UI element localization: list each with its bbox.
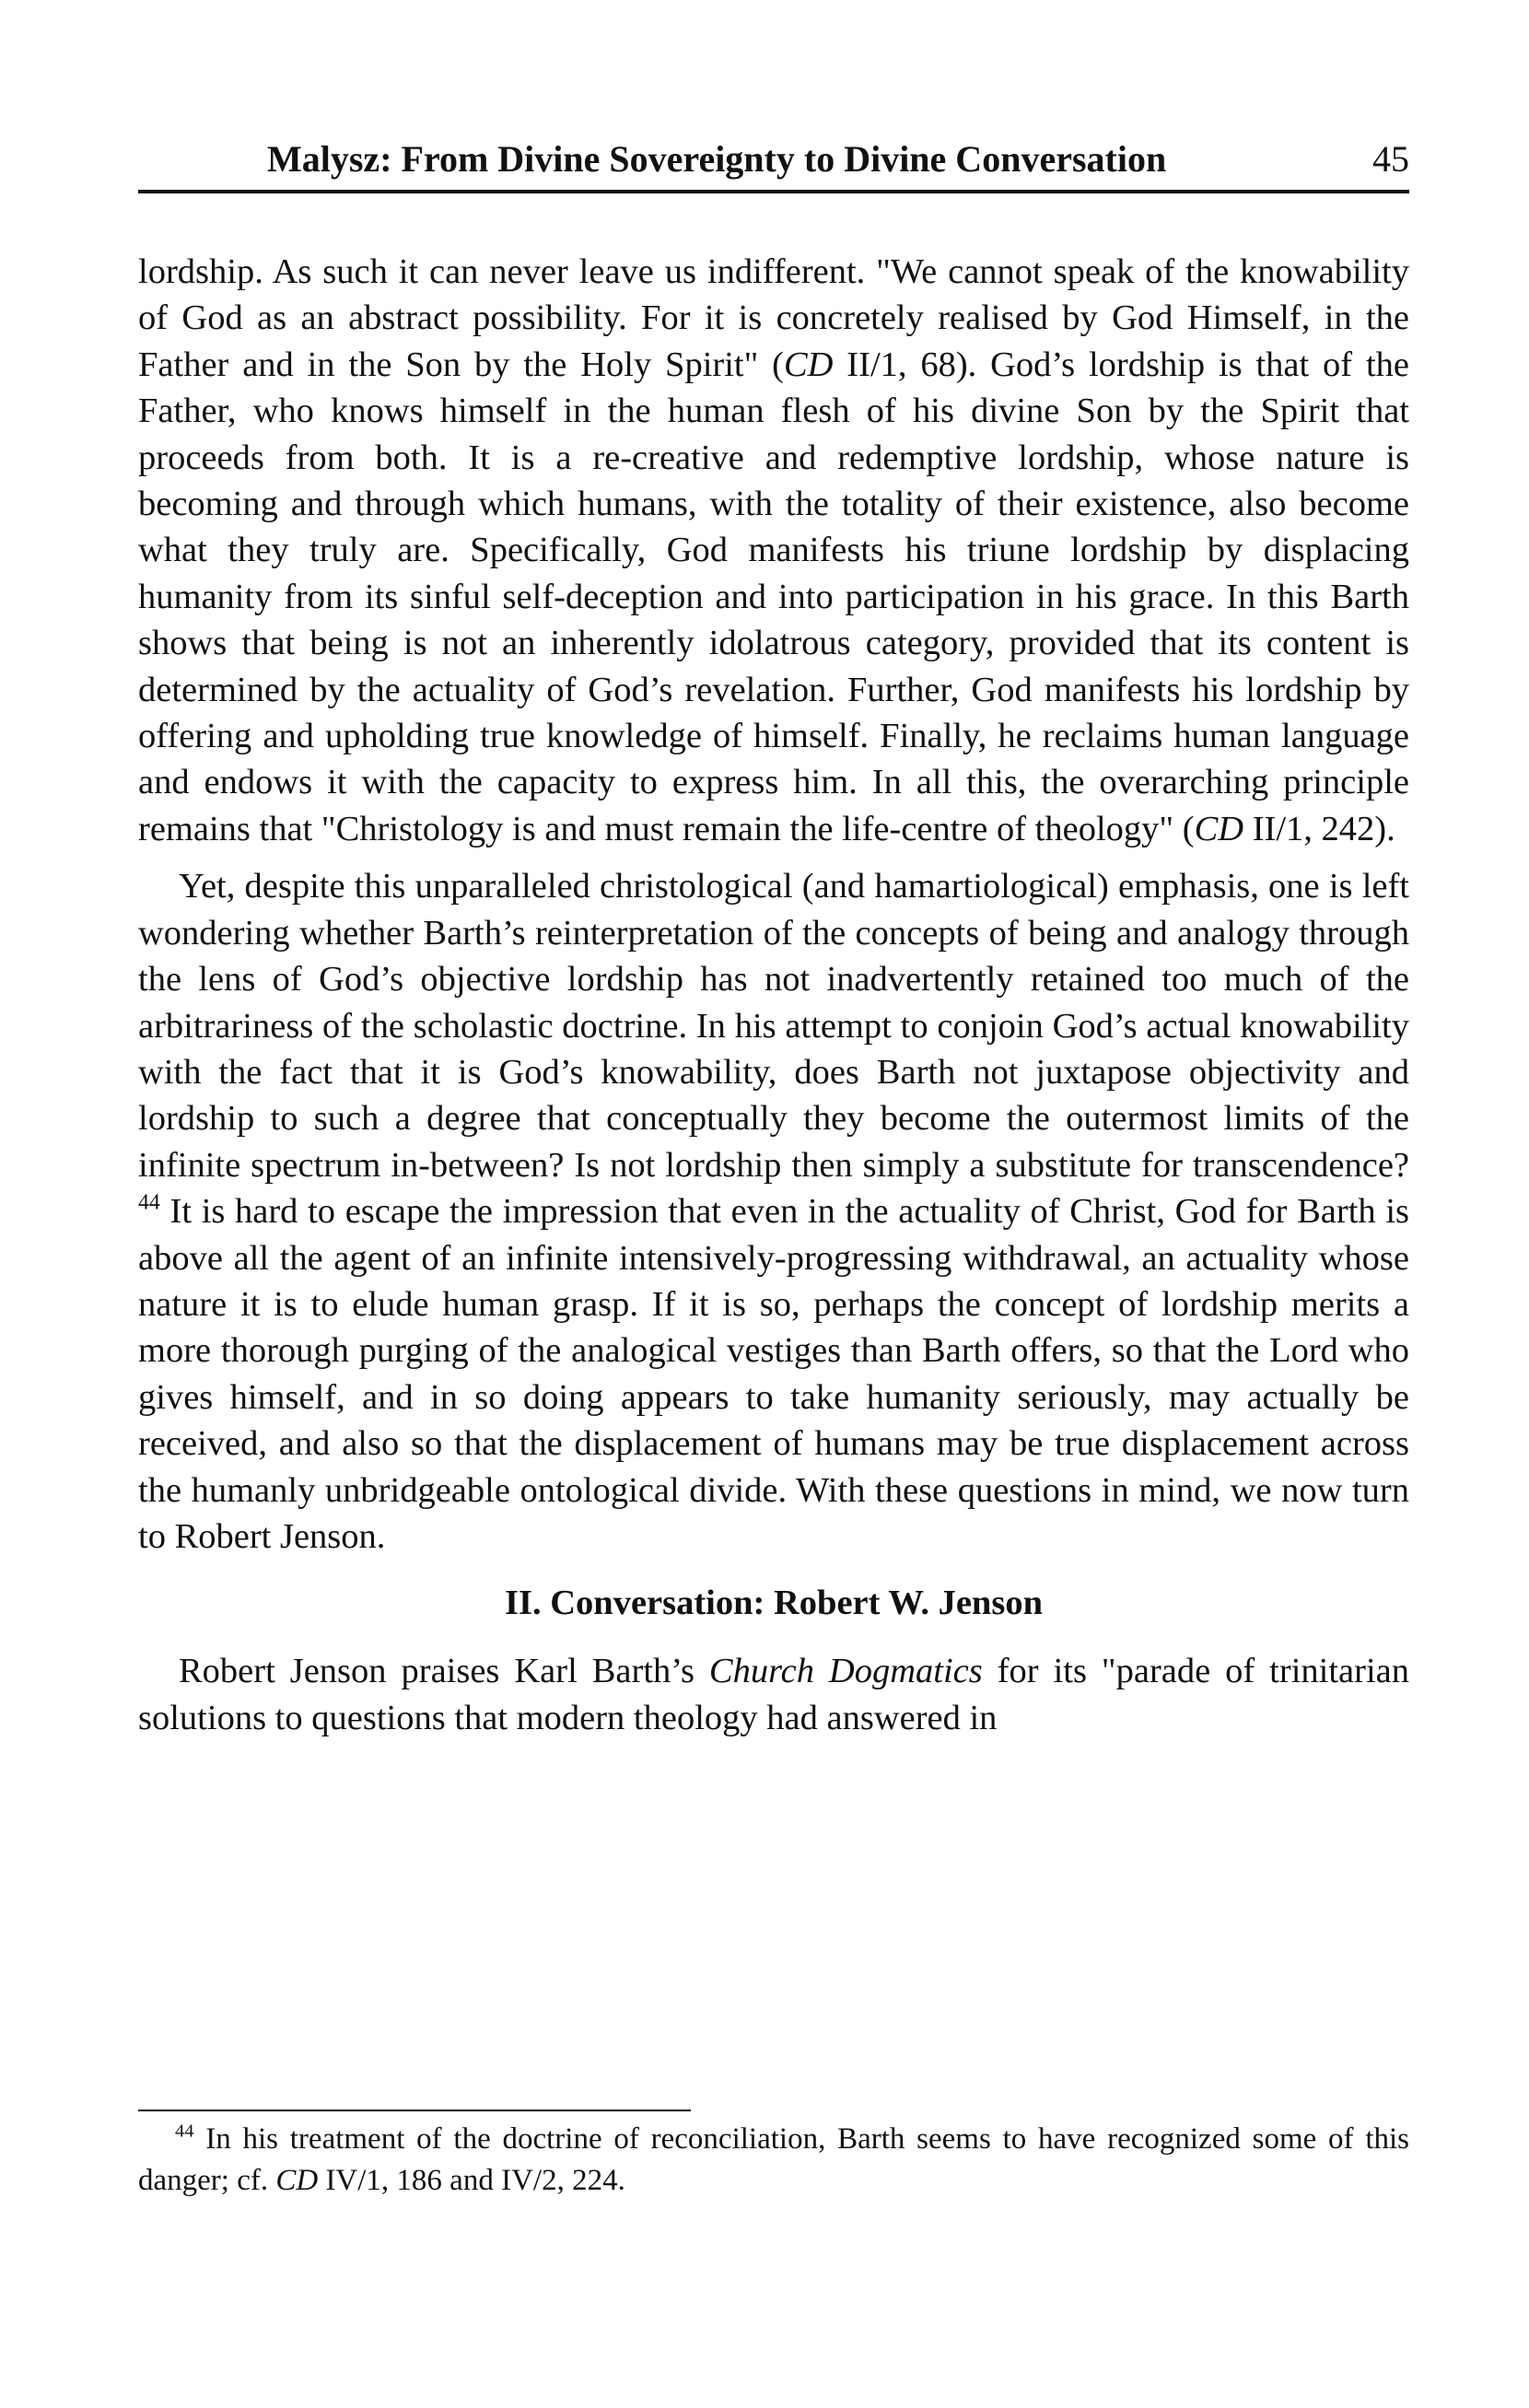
text-run: It is hard to escape the impression that even in the actuality of Christ, God for Barth is above all the agent of an infinite intensively-progressing withdrawal, an actuality whose nature it is to elude human grasp. If it is so, perhaps the concept of lordship merits a more thorough purging of the analogical vestiges than Barth offers, so that the Lord who gives himself, and in so doing appears to take humanity seriously, may actually be received, and also so that the displacement of humans may be true displacement across the humanly unbridgeable ontological divide. With these questions in mind, we now turn to Robert Jenson. <box>138 1192 1409 1556</box>
text-run: II/1, 242). <box>1243 809 1395 848</box>
footnote-reference: 44 <box>138 1190 160 1215</box>
footnote-number: 44 <box>175 2121 194 2142</box>
text-run: for its "parade of trinitarian solutions to questions that modern theology had answered in <box>138 1652 1409 1737</box>
page-number: 45 <box>1372 138 1409 180</box>
footnotes <box>138 2119 1409 2202</box>
text-run: Robert Jenson praises Karl Barth’s <box>179 1652 709 1691</box>
paragraph-3 <box>138 1648 1409 1741</box>
paragraph-2 <box>138 863 1409 1560</box>
footnote-rule <box>138 2110 691 2111</box>
text-run: In his treatment of the doctrine of reconciliation, Barth seems to have recognized some of this danger; cf. <box>138 2122 1409 2197</box>
section-heading: II. Conversation: Robert W. Jenson <box>505 1584 1043 1623</box>
running-header <box>138 136 1409 192</box>
header-rule <box>138 190 1409 193</box>
running-title: Malysz: From Divine Sovereignty to Divine Conversation <box>267 138 1167 180</box>
body-text <box>138 249 1409 1741</box>
italic-citation: CD <box>1194 809 1244 848</box>
text-run: IV/1, 186 and IV/2, 224. <box>318 2164 625 2197</box>
paragraph-1 <box>138 249 1409 852</box>
footnote-44 <box>138 2119 1409 2202</box>
italic-citation: CD <box>275 2164 319 2197</box>
text-run: lordship. As such it can never leave us indifferent. "We cannot speak of the knowability of God as an abstract possibility. For it is concretely realised by God Himself, in the Father and in the Son by the Holy Spirit" ( <box>138 252 1409 384</box>
italic-citation: CD <box>783 345 834 384</box>
text-run: Yet, despite this unparalleled christological (and hamartiological) emphasis, one is left wondering whether Barth’s reinterpretation of the concepts of being and analogy through the lens of God’s objective lordship has not inadvertently retained too much of the arbitrariness of the scholastic doctrine. In his attempt to conjoin God’s actual knowability with the fact that it is God’s knowability, does Barth not juxtapose objectivity and lordship to such a degree that conceptually they become the outermost limits of the infinite spectrum in-between? Is not lordship then simply a substitute for transcendence? <box>138 867 1409 1185</box>
italic-book-title: Church Dogmatics <box>708 1652 983 1691</box>
text-run: II/1, 68). God’s lordship is that of the Father, who knows himself in the human flesh of his divine Son by the Spirit that proceeds from both. It is a re-creative and redemptive lordship, whose nature is becoming and through which humans, with the totality of their existence, also become what they truly are. Specifically, God manifests his triune lordship by displacing humanity from its sinful self-deception and into participation in his grace. In this Barth shows that being is not an inherently idolatrous category, provided that its content is determined by the actuality of God’s revelation. Further, God manifests his lordship by offering and upholding true knowledge of himself. Finally, he reclaims human language and endows it with the capacity to express him. In all this, the overarching principle remains that "Christology is and must remain the life-centre of theology" ( <box>138 345 1409 848</box>
